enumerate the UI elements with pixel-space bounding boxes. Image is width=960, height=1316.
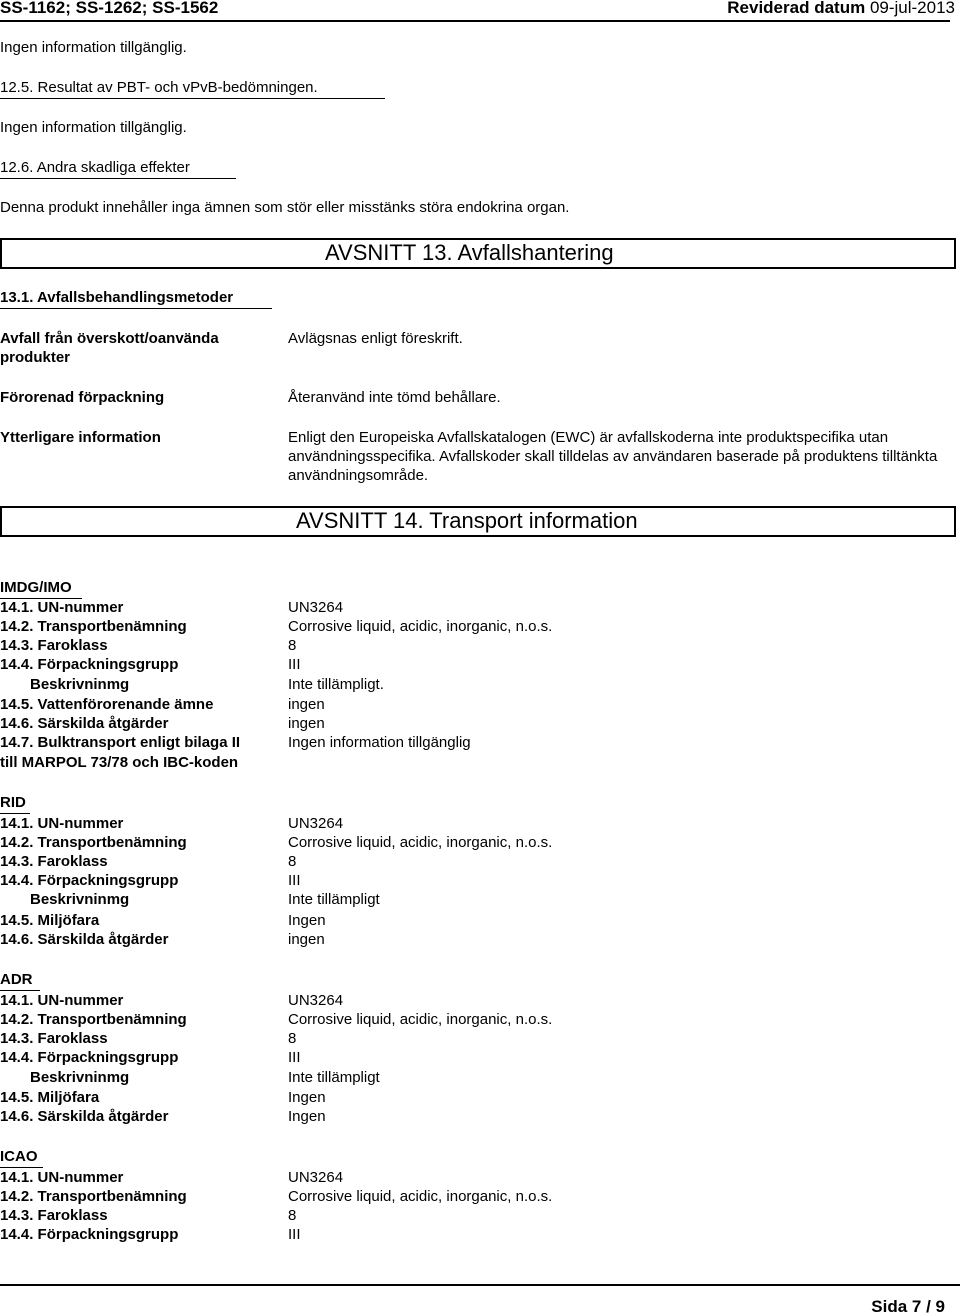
- rid-special-label: 14.6. Särskilda åtgärder: [0, 931, 169, 948]
- imdg-pg-value: III: [288, 656, 301, 673]
- page-label: Sida: [871, 1297, 908, 1316]
- revised-date: 09-jul-2013: [869, 0, 955, 17]
- revision-info: [727, 0, 955, 17]
- heading-13-1: 13.1. Avfallsbehandlingsmetoder: [0, 288, 272, 309]
- footer-rule: [0, 1284, 960, 1286]
- imdg-bulk-label-line-1: 14.7. Bulktransport enligt bilaga II: [0, 734, 241, 751]
- no-info-text-2: Ingen information tillgänglig.: [0, 119, 187, 136]
- rid-env-value: Ingen: [288, 912, 326, 929]
- imdg-special-label: 14.6. Särskilda åtgärder: [0, 715, 169, 732]
- heading-12-5: 12.5. Resultat av PBT- och vPvB-bedömningen.: [0, 78, 385, 99]
- additional-info-label: Ytterligare information: [0, 429, 161, 446]
- adr-un-value: UN3264: [288, 992, 344, 1009]
- rid-un-value: UN3264: [288, 815, 344, 832]
- adr-heading: ADR: [0, 970, 40, 991]
- additional-info-value: Enligt den Europeiska Avfallskatalogen (EWC) är avfallskoderna inte produktspecifika utan användningsspecifika. Avfallskoder skall tilldelas av användaren baserade på produktens tilltänkta användningsområde.: [288, 429, 938, 484]
- adr-name-label: 14.2. Transportbenämning: [0, 1011, 187, 1028]
- adr-pg-label: 14.4. Förpackningsgrupp: [0, 1049, 179, 1066]
- adr-pg-value: III: [288, 1049, 301, 1066]
- adr-un-label: 14.1. UN-nummer: [0, 992, 124, 1009]
- icao-name-label: 14.2. Transportbenämning: [0, 1188, 187, 1205]
- rid-un-label: 14.1. UN-nummer: [0, 815, 124, 832]
- adr-name-value: Corrosive liquid, acidic, inorganic, n.o.s.: [288, 1011, 553, 1028]
- heading-12-6: 12.6. Andra skadliga effekter: [0, 158, 236, 179]
- product-codes: SS-1162; SS-1262; SS-1562: [0, 0, 219, 17]
- contaminated-packaging-label: Förorenad förpackning: [0, 389, 165, 406]
- adr-special-label: 14.6. Särskilda åtgärder: [0, 1108, 169, 1125]
- icao-pg-label: 14.4. Förpackningsgrupp: [0, 1226, 179, 1243]
- waste-label-line-2: produkter: [0, 349, 71, 366]
- page-indicator: [871, 1297, 945, 1316]
- icao-class-value: 8: [288, 1207, 297, 1224]
- imdg-heading: IMDG/IMO: [0, 578, 82, 599]
- rid-name-value: Corrosive liquid, acidic, inorganic, n.o.s.: [288, 834, 553, 851]
- icao-heading: ICAO: [0, 1147, 43, 1168]
- imdg-name-value: Corrosive liquid, acidic, inorganic, n.o.s.: [288, 618, 553, 635]
- section-13-title: AVSNITT 13. Avfallshantering: [325, 240, 614, 265]
- waste-value: Avlägsnas enligt föreskrift.: [288, 330, 463, 347]
- revised-label: Reviderad datum: [727, 0, 866, 17]
- icao-name-value: Corrosive liquid, acidic, inorganic, n.o.s.: [288, 1188, 553, 1205]
- imdg-marine-value: ingen: [288, 696, 325, 713]
- contaminated-packaging-value: Återanvänd inte tömd behållare.: [288, 389, 501, 406]
- imdg-pg-label: 14.4. Förpackningsgrupp: [0, 656, 179, 673]
- imdg-marine-label: 14.5. Vattenförorenande ämne: [0, 696, 214, 713]
- adr-env-label: 14.5. Miljöfara: [0, 1089, 100, 1106]
- adr-env-value: Ingen: [288, 1089, 326, 1106]
- page-number: 7 / 9: [911, 1297, 945, 1316]
- imdg-class-label: 14.3. Faroklass: [0, 637, 108, 654]
- adr-special-value: Ingen: [288, 1108, 326, 1125]
- rid-name-label: 14.2. Transportbenämning: [0, 834, 187, 851]
- imdg-un-label: 14.1. UN-nummer: [0, 599, 124, 616]
- adr-desc-label: Beskrivninmg: [30, 1069, 130, 1086]
- icao-un-label: 14.1. UN-nummer: [0, 1169, 124, 1186]
- waste-label-line-1: Avfall från överskott/oanvända: [0, 330, 219, 347]
- icao-pg-value: III: [288, 1226, 301, 1243]
- imdg-bulk-label-line-2: till MARPOL 73/78 och IBC-koden: [0, 754, 239, 771]
- header-rule: [0, 20, 950, 22]
- imdg-name-label: 14.2. Transportbenämning: [0, 618, 187, 635]
- rid-class-value: 8: [288, 853, 297, 870]
- adr-class-value: 8: [288, 1030, 297, 1047]
- endocrine-text: Denna produkt innehåller inga ämnen som stör eller misstänks störa endokrina organ.: [0, 199, 570, 216]
- rid-env-label: 14.5. Miljöfara: [0, 912, 100, 929]
- rid-desc-label: Beskrivninmg: [30, 891, 130, 908]
- rid-desc-value: Inte tillämpligt: [288, 891, 380, 908]
- rid-special-value: ingen: [288, 931, 325, 948]
- imdg-special-value: ingen: [288, 715, 325, 732]
- adr-desc-value: Inte tillämpligt: [288, 1069, 380, 1086]
- rid-class-label: 14.3. Faroklass: [0, 853, 108, 870]
- icao-class-label: 14.3. Faroklass: [0, 1207, 108, 1224]
- adr-class-label: 14.3. Faroklass: [0, 1030, 108, 1047]
- rid-pg-value: III: [288, 872, 301, 889]
- imdg-bulk-value: Ingen information tillgänglig: [288, 734, 471, 751]
- section-14-title: AVSNITT 14. Transport information: [296, 508, 638, 533]
- rid-heading: RID: [0, 793, 30, 814]
- icao-un-value: UN3264: [288, 1169, 344, 1186]
- imdg-class-value: 8: [288, 637, 297, 654]
- imdg-un-value: UN3264: [288, 599, 344, 616]
- rid-pg-label: 14.4. Förpackningsgrupp: [0, 872, 179, 889]
- imdg-desc-label: Beskrivninmg: [30, 676, 130, 693]
- imdg-desc-value: Inte tillämpligt.: [288, 676, 384, 693]
- no-info-text-1: Ingen information tillgänglig.: [0, 39, 187, 56]
